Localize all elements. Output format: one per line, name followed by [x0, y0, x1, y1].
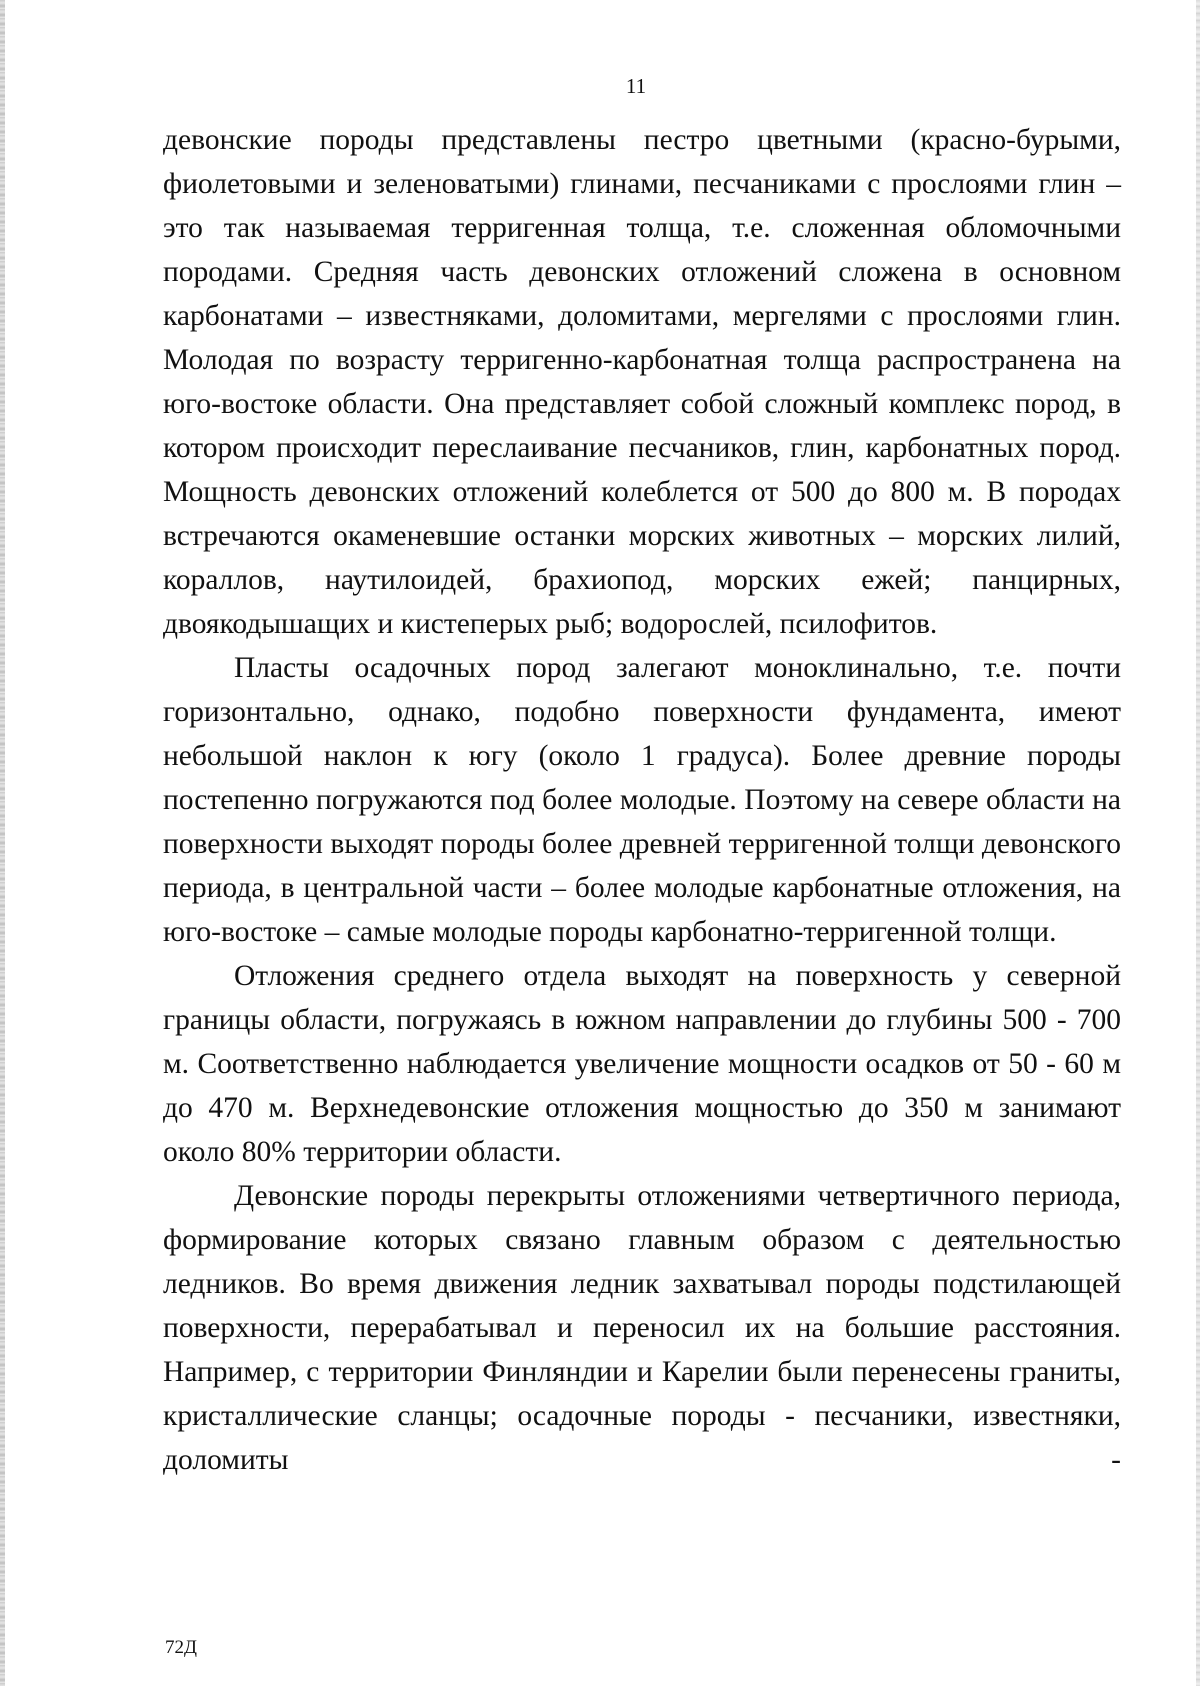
page-number: 11 — [625, 74, 647, 98]
scan-edge-right — [1196, 0, 1200, 1686]
paragraph-devonian-rocks: девонские породы представлены пестро цветными (красно-бурыми, фиолетовыми и зеленоватыми) глинами, песчаниками с прослоями глин – это так называемая терригенная толща, т.е. сложенная обломочными породами. Средняя часть девонских отложений сложена в основном карбонатами – известняками, доломитами, мергелями с прослоями глин. Молодая по возрасту терригенно-карбонатная толща распространена на юго-востоке области. Она представляет собой сложный комплекс пород, в котором происходит переслаивание песчаников, глин, карбонатных пород. Мощность девонских отложений колеблется от 500 до 800 м. В породах встречаются окаменевшие останки морских животных – морских лилий, кораллов, наутилоидей, брахиопод, морских ежей; панцирных, двоякодышащих и кистеперых рыб; водорослей, псилофитов. — [163, 124, 1121, 640]
paragraph-monoclinal-layers: Пласты осадочных пород залегают моноклинально, т.е. почти горизонтально, однако, подобно поверхности фундамента, имеют небольшой наклон к югу (около 1 градуса). Более древние породы постепенно погружаются под более молодые. Поэтому на севере области на поверхности выходят породы более древней терригенной толщи девонского периода, в центральной части – более молодые карбонатные отложения, на юго-востоке – самые молодые породы карбонатно-терригенной толщи. — [163, 652, 1121, 948]
document-body — [163, 118, 1121, 1482]
paragraph-quaternary-deposits: Девонские породы перекрыты отложениями четвертичного периода, формирование которых связано главным образом с деятельностью ледников. Во время движения ледник захватывал породы подстилающей поверхности, перерабатывал и переносил их на большие расстояния. Например, с территории Финляндии и Карелии были перенесены граниты, кристаллические сланцы; осадочные породы - песчаники, известняки, доломиты - — [163, 1180, 1121, 1476]
paragraph-middle-division: Отложения среднего отдела выходят на поверхность у северной границы области, погружаясь в южном направлении до глубины 500 - 700 м. Соответственно наблюдается увеличение мощности осадков от 50 - 60 м до 470 м. Верхнедевонские отложения мощностью до 350 м занимают около 80% территории области. — [163, 960, 1121, 1168]
footer-code: 72Д — [165, 1637, 197, 1658]
scan-edge-left — [0, 0, 5, 1686]
